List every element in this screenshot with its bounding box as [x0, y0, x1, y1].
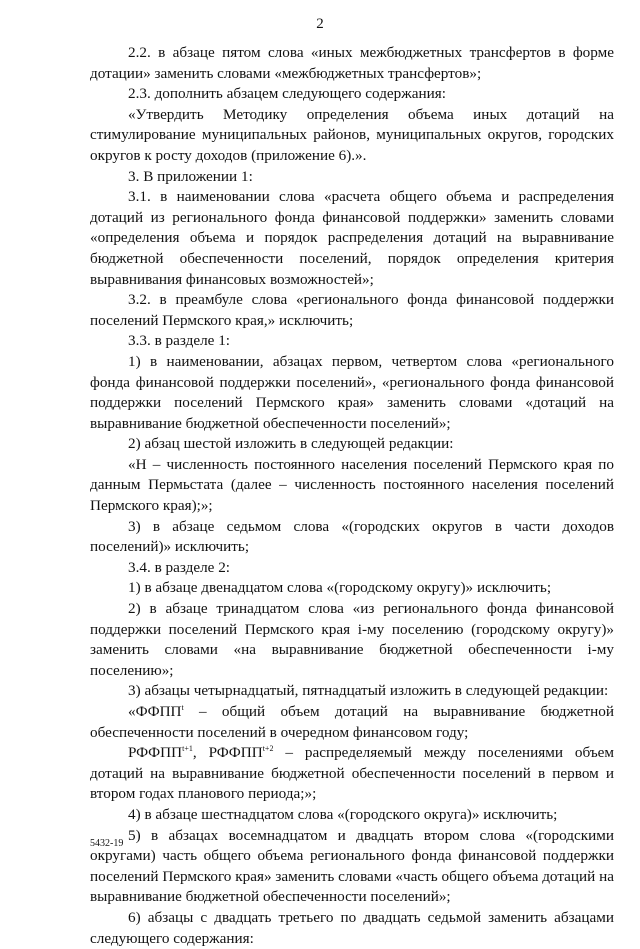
formula-rffpp2: РФФПП: [208, 744, 263, 762]
paragraph: 3) абзацы четырнадцатый, пятнадцатый изложить в следующей редакции:: [128, 682, 609, 700]
paragraph-text: – общий объем дотаций на выравнивание бюджетной обеспеченности поселений в очередном финансовом году;: [90, 703, 615, 741]
formula-comma: ,: [192, 744, 209, 762]
paragraph-text: – распределяемый между поселениями объем дотаций на выравнивание бюджетной обеспеченности поселений в первом и втором годах планового периода;»;: [90, 744, 615, 803]
formula-paragraph: [90, 743, 614, 805]
formula-rffpp1-sup: t+1: [182, 744, 193, 754]
formula-ffpp-sup: t: [181, 702, 184, 712]
paragraph: 2.2. в абзаце пятом слова «иных межбюджетных трансфертов в форме дотации» заменить словами «межбюджетных трансфертов»;: [90, 44, 614, 82]
paragraph: 3. В приложении 1:: [128, 167, 253, 185]
paragraph: 2) абзац шестой изложить в следующей редакции:: [128, 435, 454, 453]
formula-paragraph: [90, 702, 614, 743]
paragraph: 1) в наименовании, абзацах первом, четвертом слова «регионального фонда финансовой поддержки поселений», «регионального фонда финансовой поддержки поселений Пермского края» заменить словами «дотаций на выравнивание бюджетной обеспеченности поселений»;: [90, 352, 614, 432]
formula-ffpp: «ФФПП: [128, 703, 182, 720]
paragraph: 5) в абзацах восемнадцатом и двадцать втором слова «(городскими округами) часть общего объема регионального фонда финансовой поддержки поселений Пермского края» заменить словами «часть общего объема дотаций на выравнивание бюджетной обеспеченности поселений»;: [90, 826, 614, 906]
paragraph: 6) абзацы с двадцать третьего по двадцать седьмой заменить абзацами следующего содержания:: [90, 908, 614, 947]
paragraph: 4) в абзаце шестнадцатом слова «(городского округа)» исключить;: [128, 805, 558, 823]
paragraph: 2.3. дополнить абзацем следующего содержания:: [128, 85, 446, 103]
formula-rffpp1: РФФПП: [128, 744, 183, 762]
document-code: 5432-19: [90, 838, 124, 849]
paragraph: 3.3. в разделе 1:: [128, 332, 231, 350]
paragraph: «Утвердить Методику определения объема иных дотаций на стимулирование муниципальных районов, муниципальных округов, городских округов к росту доходов (приложение 6).».: [90, 105, 614, 164]
paragraph: 3) в абзаце седьмом слова «(городских округов в части доходов поселений)» исключить;: [90, 517, 614, 556]
document-body: [90, 43, 614, 949]
paragraph: 1) в абзаце двенадцатом слова «(городскому округу)» исключить;: [128, 579, 552, 597]
paragraph: «Н – численность постоянного населения поселений Пермского края по данным Пермьстата (далее – численность постоянного населения поселений Пермского края);»;: [90, 455, 614, 515]
formula-rffpp2-sup: t+2: [262, 744, 274, 754]
paragraph: 3.1. в наименовании слова «расчета общего объема и распределения дотаций из регионального фонда финансовой поддержки» заменить словами «определения объема и порядок распределения дотаций на выравнивание бюджетной обеспеченности поселений, порядок определения критерия выравнивания финансовых возможностей»;: [90, 188, 614, 288]
paragraph: 2) в абзаце тринадцатом слова «из регионального фонда финансовой поддержки поселений Пермского края i-му поселению (городскому округу)» заменить словами «на выравнивание бюджетной обеспеченности i-му поселению»;: [90, 600, 614, 679]
paragraph: 3.2. в преамбуле слова «регионального фонда финансовой поддержки поселений Пермского края,» исключить;: [90, 291, 614, 329]
paragraph: 3.4. в разделе 2:: [128, 558, 231, 576]
page-number: 2: [316, 16, 324, 32]
